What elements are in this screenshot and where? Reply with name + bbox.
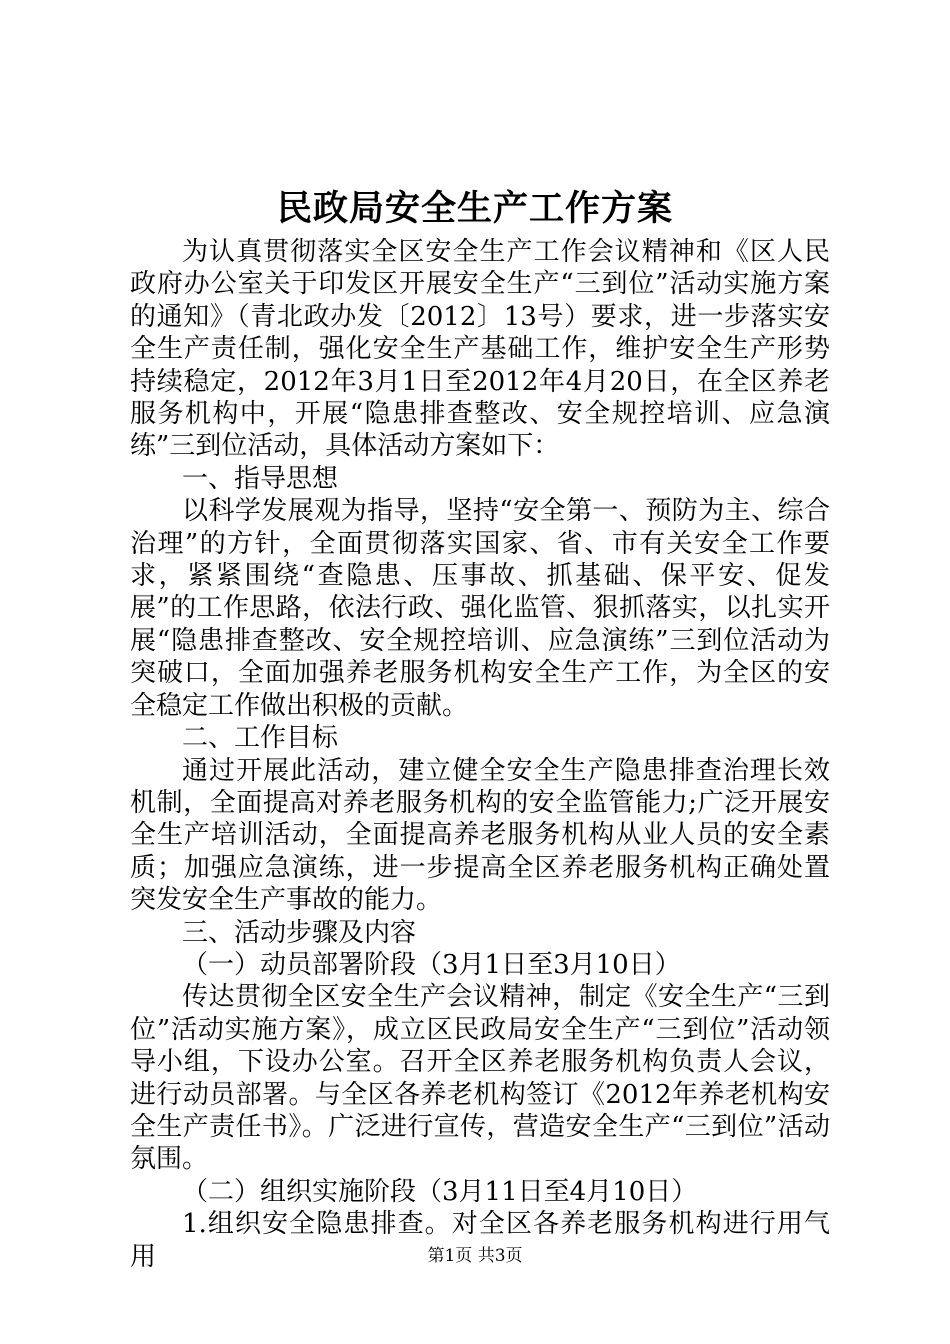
paragraph-work-goals: 通过开展此活动，建立健全安全生产隐患排查治理长效机制，全面提高对养老服务机构的安全监管能力;广泛开展安全生产培训活动，全面提高养老服务机构从业人员的安全素质；加强应急演练，进一步提高全区养老服务机构正确处置突发安全生产事故的能力。 [130,755,830,916]
paragraph-hazard-inspection: 1.组织安全隐患排查。对全区各养老服务机构进行用气用 [130,1209,830,1272]
heading-guiding-ideology: 一、指导思想 [182,463,339,494]
document-title: 民政局安全生产工作方案 [276,188,673,229]
paragraph-mobilization-phase: 传达贯彻全区安全生产会议精神，制定《安全生产“三到位”活动实施方案》，成立区民政局安全生产“三到位”活动领导小组，下设办公室。召开全区养老服务机构负责人会议，进行动员部署。与全区各养老机构签订《2012年养老机构安全生产责任书》。广泛进行宣传，营造安全生产“三到位”活动氛围。 [130,982,830,1175]
heading-activity-steps: 三、活动步骤及内容 [182,917,417,948]
paragraph-intro: 为认真贯彻落实全区安全生产工作会议精神和《区人民政府办公室关于印发区开展安全生产“三到位”活动实施方案的通知》（青北政办发〔2012〕13号）要求，进一步落实安全生产责任制，强化安全生产基础工作，维护安全生产形势持续稳定，2012年3月1日至2012年4月20日，在全区养老服务机构中，开展“隐患排查整改、安全规控培训、应急演练”三到位活动，具体活动方案如下： [130,237,830,462]
subheading-implementation-phase: （二）组织实施阶段（3月11日至4月10日） [182,1176,698,1207]
subheading-mobilization-phase: （一）动员部署阶段（3月1日至3月10日） [182,949,681,980]
page-number-footer: 第1页 共3页 [427,1246,523,1266]
document-body [130,236,830,1273]
heading-work-goals: 二、工作目标 [182,723,339,754]
paragraph-guiding-ideology: 以科学发展观为指导，坚持“安全第一、预防为主、综合治理”的方针，全面贯彻落实国家、省、市有关安全工作要求，紧紧围绕“查隐患、压事故、抓基础、保平安、促发展”的工作思路，依法行政、强化监管、狠抓落实，以扎实开展“隐患排查整改、安全规控培训、应急演练”三到位活动为突破口，全面加强养老服务机构安全生产工作，为全区的安全稳定工作做出积极的贡献。 [130,496,830,721]
